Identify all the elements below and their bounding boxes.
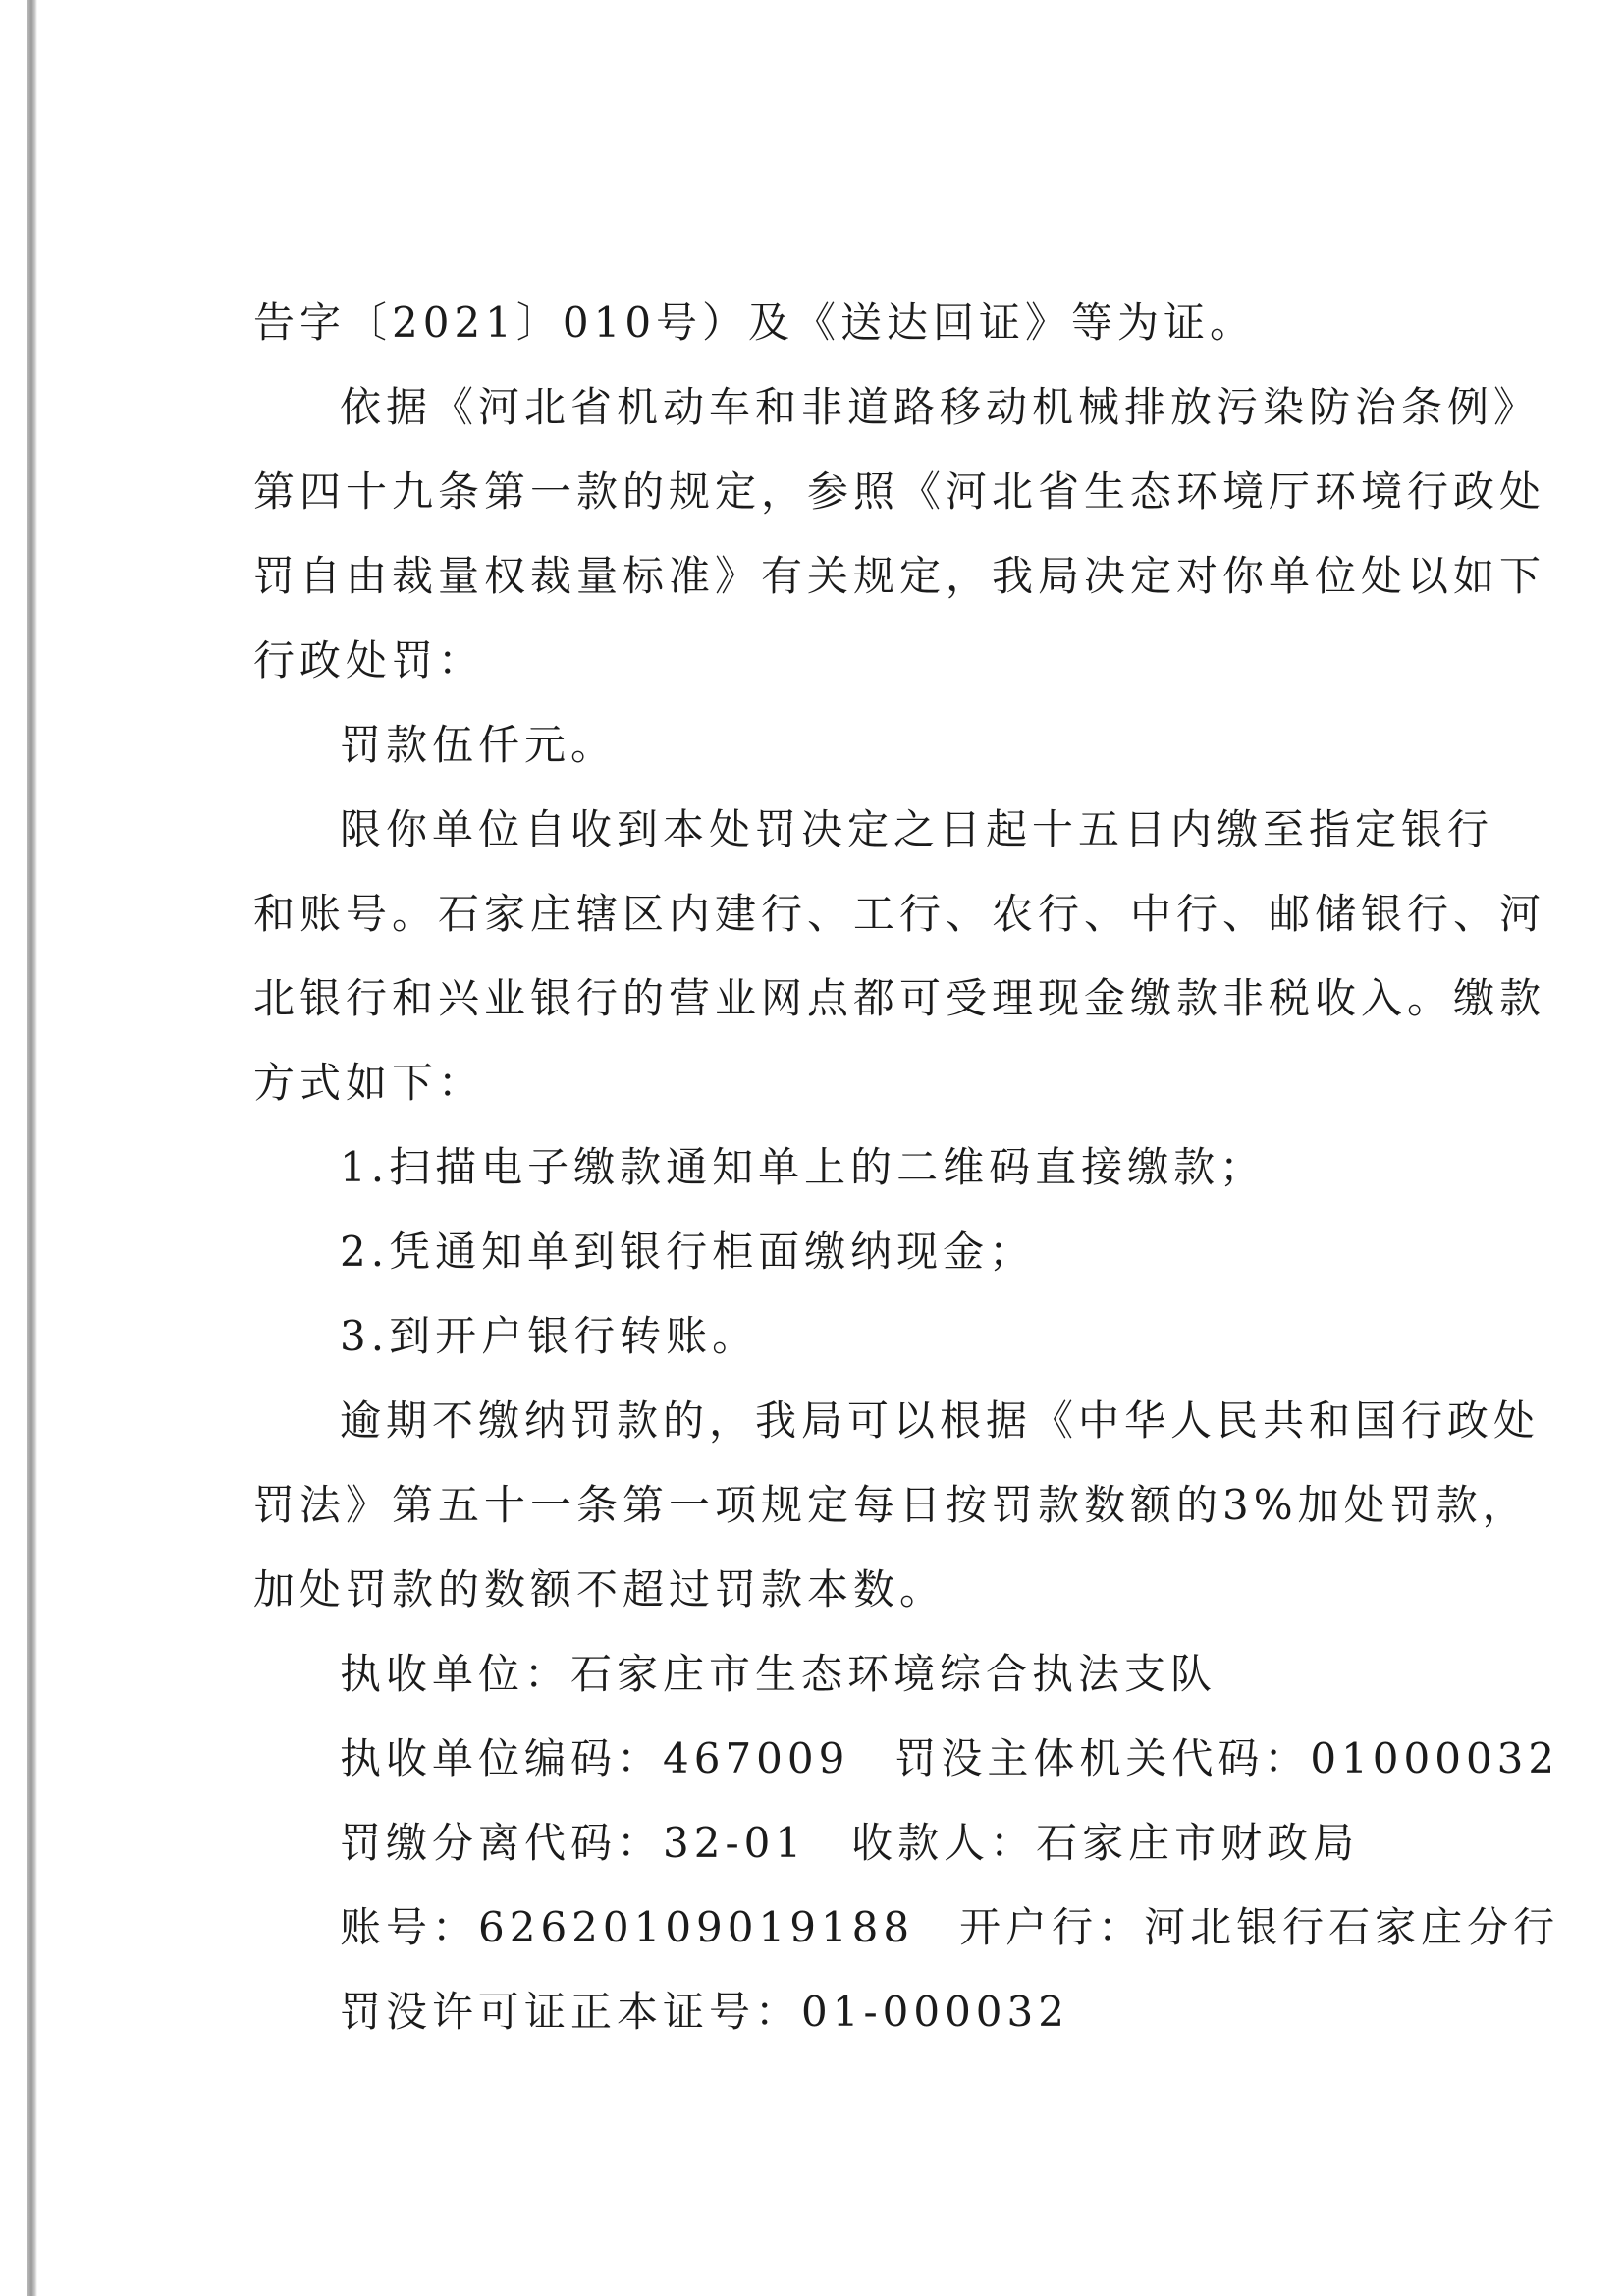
text-line: 方式如下： bbox=[253, 1059, 485, 1107]
separation-code: 罚缴分离代码：32-01 bbox=[340, 1819, 807, 1867]
text-line: 加处罚款的数额不超过罚款本数。 bbox=[253, 1565, 947, 1613]
account-row bbox=[340, 1899, 1559, 1956]
text-line: 告字〔2021〕010号）及《送达回证》等为证。 bbox=[253, 299, 1257, 347]
text-line: 限你单位自收到本处罚决定之日起十五日内缴至指定银行 bbox=[340, 805, 1494, 853]
code-row bbox=[340, 1730, 1559, 1787]
text-line: 和账号。石家庄辖区内建行、工行、农行、中行、邮储银行、河 bbox=[253, 890, 1546, 938]
text-line: 逾期不缴纳罚款的，我局可以根据《中华人民共和国行政处 bbox=[340, 1396, 1541, 1445]
text-line: 行政处罚： bbox=[253, 636, 485, 684]
fine-amount: 罚款伍仟元。 bbox=[340, 721, 618, 769]
text-line: 依据《河北省机动车和非道路移动机械排放污染防治条例》 bbox=[340, 383, 1541, 431]
payment-method-2: 2.凭通知单到银行柜面缴纳现金； bbox=[340, 1228, 1036, 1276]
scan-edge-shadow bbox=[27, 0, 37, 2296]
authority-code: 罚没主体机关代码：01000032 bbox=[894, 1734, 1560, 1782]
payment-method-1: 1.扫描电子缴款通知单上的二维码直接缴款； bbox=[340, 1143, 1267, 1191]
text-line: 罚自由裁量权裁量标准》有关规定，我局决定对你单位处以如下 bbox=[253, 552, 1546, 600]
account-number: 账号：62620109019188 bbox=[340, 1903, 915, 1951]
text-line: 北银行和兴业银行的营业网点都可受理现金缴款非税收入。缴款 bbox=[253, 974, 1546, 1022]
collector-code: 执收单位编码：467009 bbox=[340, 1734, 850, 1782]
bank-name: 开户行：河北银行石家庄分行 bbox=[959, 1903, 1560, 1951]
text-line: 罚法》第五十一条第一项规定每日按罚款数额的3%加处罚款， bbox=[253, 1481, 1529, 1529]
collector-unit: 执收单位：石家庄市生态环境综合执法支队 bbox=[340, 1650, 1218, 1698]
payee: 收款人：石家庄市财政局 bbox=[851, 1819, 1360, 1867]
license-number: 罚没许可证正本证号：01-000032 bbox=[340, 1988, 1069, 2036]
payment-method-3: 3.到开户银行转账。 bbox=[340, 1312, 759, 1360]
text-line: 第四十九条第一款的规定，参照《河北省生态环境厅环境行政处 bbox=[253, 467, 1546, 516]
payee-row bbox=[340, 1815, 1359, 1872]
